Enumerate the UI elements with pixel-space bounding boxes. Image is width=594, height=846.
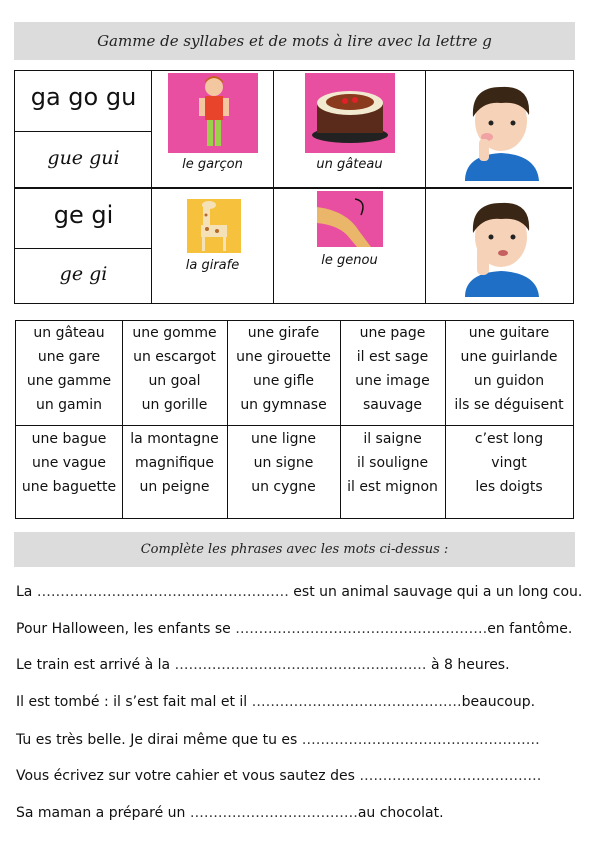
sentence-1: La ……………………………………………… est un animal sauvage qui a un long cou. xyxy=(16,584,583,600)
word-item: un gorille xyxy=(141,397,208,413)
word-item: un peigne xyxy=(139,479,210,495)
word-item: une page xyxy=(359,325,426,341)
word-item: magnifique xyxy=(134,455,215,471)
boy-illustration xyxy=(168,73,258,153)
sentence-5: Tu es très belle. Je dirai même que tu es …………………………………………… xyxy=(16,732,540,748)
answer-blank[interactable]: ……………………………………………… xyxy=(235,621,488,637)
sentence-2: Pour Halloween, les enfants se ………………………………………………en fantôme. xyxy=(16,621,573,637)
word-item: une guitare xyxy=(468,325,550,341)
caption-le-genou: le genou xyxy=(321,253,378,268)
cake-illustration xyxy=(305,73,395,153)
word-column-5-top xyxy=(445,321,573,417)
word-item: une vague xyxy=(31,455,107,471)
word-item: il est mignon xyxy=(347,479,438,495)
word-column-2-top xyxy=(122,321,227,417)
word-item: une ligne xyxy=(251,431,316,447)
word-item: il est sage xyxy=(356,349,429,365)
giraffe-illustration xyxy=(187,199,241,253)
word-item: une bague xyxy=(31,431,107,447)
cursive-gue-gui: gue gui xyxy=(47,147,120,169)
word-item: c’est long xyxy=(474,431,544,447)
word-item: une gare xyxy=(37,349,101,365)
word-item: une girafe xyxy=(247,325,320,341)
answer-blank[interactable]: ……………………………………………… xyxy=(36,584,289,600)
word-item: une gifle xyxy=(252,373,315,389)
boy-thinking-illustration xyxy=(455,77,547,181)
word-item: une girouette xyxy=(236,349,331,365)
worksheet-title: Gamme de syllabes et de mots à lire avec la lettre g xyxy=(14,22,575,60)
word-column-4-bottom xyxy=(340,427,445,499)
syllables-ge-gi: ge gi xyxy=(53,201,114,229)
word-item: une gomme xyxy=(132,325,217,341)
boy-hand-cheek-illustration xyxy=(455,193,547,297)
word-column-1-bottom xyxy=(16,427,122,499)
word-item: un escargot xyxy=(133,349,216,365)
syllables-ga-go-gu: ga go gu xyxy=(30,83,137,111)
word-item: il saigne xyxy=(363,431,422,447)
word-item: un gymnase xyxy=(240,397,327,413)
word-item: une gamme xyxy=(26,373,112,389)
word-item: un gamin xyxy=(35,397,103,413)
word-item: un goal xyxy=(148,373,201,389)
answer-blank[interactable]: …………………………………………… xyxy=(301,732,540,748)
sentence-4: Il est tombé : il s’est fait mal et il ………………………………………beaucoup. xyxy=(16,694,536,710)
word-item: sauvage xyxy=(362,397,423,413)
word-item: un guidon xyxy=(473,373,545,389)
caption-le-garcon: le garçon xyxy=(182,157,243,172)
word-item: il souligne xyxy=(356,455,429,471)
knee-illustration xyxy=(317,191,383,247)
answer-blank[interactable]: ……………………………………… xyxy=(251,694,462,710)
answer-blank[interactable]: ……………………………… xyxy=(189,805,358,821)
cursive-ge-gi: ge gi xyxy=(59,263,108,285)
word-item: les doigts xyxy=(475,479,543,495)
word-column-2-bottom xyxy=(122,427,227,499)
answer-blank[interactable]: ……………………………………………… xyxy=(174,657,427,673)
word-item: une guirlande xyxy=(460,349,558,365)
word-column-1-top xyxy=(16,321,122,417)
word-column-3-bottom xyxy=(227,427,340,499)
exercise-instruction: Complète les phrases avec les mots ci-dessus : xyxy=(14,532,575,567)
word-item: un signe xyxy=(253,455,314,471)
caption-la-girafe: la girafe xyxy=(185,258,240,273)
word-column-5-bottom xyxy=(445,427,573,499)
word-column-4-top xyxy=(340,321,445,417)
word-item: un cygne xyxy=(251,479,316,495)
word-item: une image xyxy=(355,373,430,389)
word-item: ils se déguisent xyxy=(454,397,564,413)
word-item: vingt xyxy=(491,455,527,471)
caption-un-gateau: un gâteau xyxy=(316,157,383,172)
sentence-3: Le train est arrivé à la ……………………………………………… à 8 heures. xyxy=(16,657,510,673)
word-item: un gâteau xyxy=(33,325,105,341)
sentence-6: Vous écrivez sur votre cahier et vous sautez des ………………………………… xyxy=(16,768,542,784)
word-column-3-top xyxy=(227,321,340,417)
word-item: la montagne xyxy=(130,431,219,447)
sentence-7: Sa maman a préparé un ………………………………au chocolat. xyxy=(16,805,444,821)
answer-blank[interactable]: ………………………………… xyxy=(359,768,542,784)
word-item: une baguette xyxy=(21,479,117,495)
word-table xyxy=(15,320,574,519)
picture-table xyxy=(14,70,574,304)
